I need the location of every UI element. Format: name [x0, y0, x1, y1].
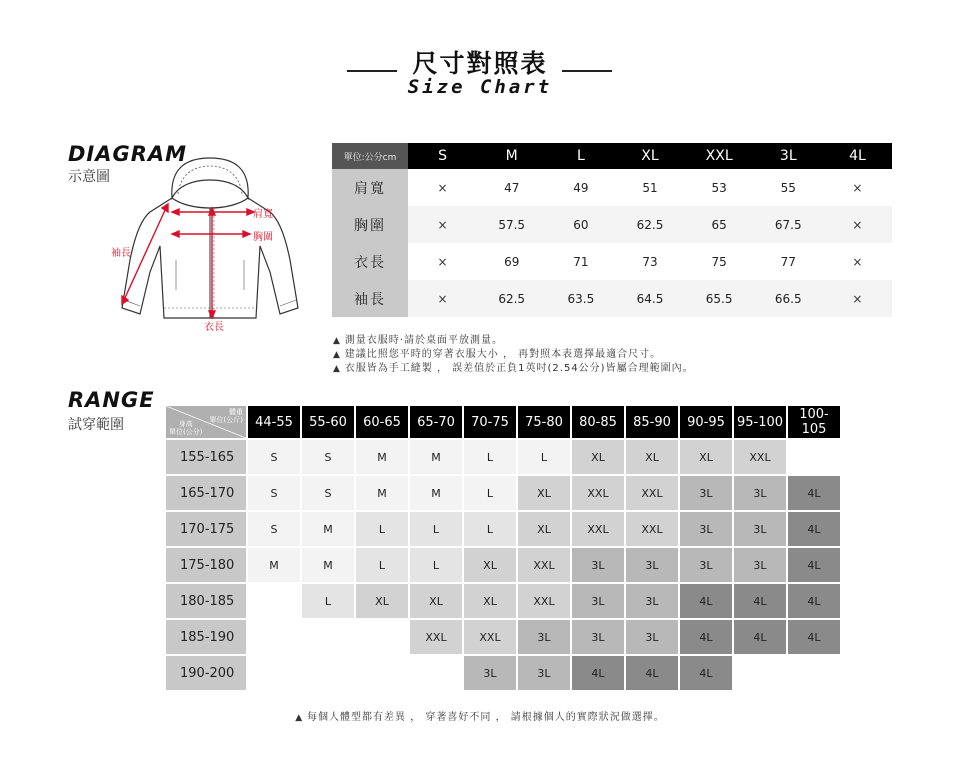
size-recommendation-cell: 3L — [464, 656, 516, 690]
size-recommendation-cell: 4L — [788, 548, 840, 582]
size-recommendation-cell: L — [410, 512, 462, 546]
range-row — [166, 512, 840, 546]
measurement-value: 64.5 — [615, 280, 684, 317]
size-recommendation-cell: XL — [680, 440, 732, 474]
size-recommendation-cell: XL — [572, 440, 624, 474]
size-recommendation-cell: S — [248, 476, 300, 510]
size-recommendation-cell: XL — [356, 584, 408, 618]
measurement-value: 55 — [780, 180, 796, 195]
not-available-mark: × — [823, 280, 892, 317]
range-row — [166, 440, 840, 474]
diagram-label-sleeve: 袖長 — [111, 248, 131, 259]
height-row-label: 180-185 — [166, 584, 246, 618]
size-recommendation-cell: M — [302, 512, 354, 546]
size-recommendation-cell: L — [302, 584, 354, 618]
range-row — [166, 620, 840, 654]
size-recommendation-cell: L — [410, 548, 462, 582]
measurement-row-label: 胸圍 — [332, 206, 408, 243]
size-recommendation-cell: XL — [518, 476, 570, 510]
size-col-header: 3L — [754, 143, 823, 169]
size-recommendation-cell — [410, 656, 462, 690]
range-row — [166, 476, 840, 510]
measurement-value: 65 — [685, 206, 754, 243]
size-recommendation-cell — [356, 620, 408, 654]
size-recommendation-cell — [356, 656, 408, 690]
measurement-value: 53 — [711, 180, 727, 195]
size-recommendation-cell — [248, 656, 300, 690]
size-recommendation-cell — [248, 620, 300, 654]
diagram-label-length: 衣長 — [204, 322, 224, 333]
measurement-row-label: 衣長 — [332, 243, 408, 280]
size-recommendation-cell: 3L — [626, 620, 678, 654]
size-recommendation-cell: XL — [518, 512, 570, 546]
size-recommendation-cell: XXL — [518, 584, 570, 618]
measurement-row — [332, 280, 892, 317]
weight-col-header: 55-60 — [302, 406, 354, 438]
size-recommendation-cell: 3L — [626, 584, 678, 618]
not-available-mark: × — [408, 206, 477, 243]
size-recommendation-cell: XXL — [464, 620, 516, 654]
diagram-heading: DIAGRAM — [68, 142, 188, 166]
size-recommendation-cell: 3L — [572, 548, 624, 582]
corner-height-unit: 單位(公分) — [169, 428, 203, 436]
height-row-label: 170-175 — [166, 512, 246, 546]
weight-col-header: 70-75 — [464, 406, 516, 438]
corner-height-label: 身高 — [178, 420, 193, 428]
size-recommendation-cell: XL — [464, 548, 516, 582]
measurement-row — [332, 169, 892, 206]
measurement-value: 51 — [642, 180, 658, 195]
not-available-mark: × — [408, 280, 477, 317]
size-recommendation-cell: L — [464, 476, 516, 510]
weight-col-header: 100-105 — [788, 406, 840, 438]
size-recommendation-cell — [248, 584, 300, 618]
size-recommendation-cell — [302, 620, 354, 654]
size-recommendation-cell: 4L — [626, 656, 678, 690]
measurement-row — [332, 206, 892, 243]
size-recommendation-cell: 3L — [680, 512, 732, 546]
range-row — [166, 584, 840, 618]
measurement-row-label: 肩寬 — [332, 169, 408, 206]
measurement-value: 60 — [546, 206, 615, 243]
measurement-value: 75 — [711, 254, 727, 269]
size-recommendation-cell: 3L — [572, 620, 624, 654]
diagram-subheading: 示意圖 — [68, 169, 110, 185]
size-col-header: M — [477, 143, 546, 169]
size-recommendation-cell: S — [248, 512, 300, 546]
size-recommendation-cell: 3L — [518, 656, 570, 690]
measurement-value: 73 — [642, 254, 658, 269]
measurement-value: 62.5 — [615, 206, 684, 243]
size-col-header: S — [408, 143, 477, 169]
measurement-value: 49 — [573, 180, 589, 195]
size-recommendation-cell: 4L — [734, 584, 786, 618]
size-recommendation-cell: XXL — [626, 476, 678, 510]
note-item: ▲ 測量衣服時·請於桌面平放測量。 — [333, 334, 694, 348]
corner-weight-unit: 單位(公斤) — [209, 416, 243, 424]
range-table — [164, 404, 842, 692]
page-title: 尺寸對照表 — [412, 49, 548, 78]
height-row-label: 175-180 — [166, 548, 246, 582]
measurement-value: 67.5 — [754, 206, 823, 243]
size-recommendation-cell: L — [356, 512, 408, 546]
size-col-header: 4L — [823, 143, 892, 169]
size-recommendation-cell: L — [518, 440, 570, 474]
height-row-label: 190-200 — [166, 656, 246, 690]
weight-col-header: 80-85 — [572, 406, 624, 438]
size-recommendation-cell: XXL — [734, 440, 786, 474]
size-recommendation-cell: M — [248, 548, 300, 582]
range-header-row — [166, 406, 840, 438]
size-recommendation-cell: M — [410, 476, 462, 510]
not-available-mark: × — [437, 254, 448, 269]
height-row-label: 185-190 — [166, 620, 246, 654]
diagram-label-shoulder: 肩寬 — [253, 209, 273, 220]
size-col-header: XL — [615, 143, 684, 169]
size-recommendation-cell — [302, 656, 354, 690]
height-row-label: 165-170 — [166, 476, 246, 510]
size-recommendation-cell: XL — [410, 584, 462, 618]
size-recommendation-cell: 3L — [734, 512, 786, 546]
weight-col-header: 75-80 — [518, 406, 570, 438]
measurement-row — [332, 243, 892, 280]
not-available-mark: × — [823, 206, 892, 243]
measurement-table — [332, 143, 892, 317]
note-item: ▲ 建議比照您平時的穿著衣服大小 ， 再對照本表選擇最適合尺寸。 — [333, 348, 694, 362]
not-available-mark: × — [852, 254, 863, 269]
range-heading: RANGE — [68, 388, 155, 412]
measurement-value: 69 — [504, 254, 520, 269]
size-recommendation-cell: 4L — [788, 512, 840, 546]
range-corner-cell — [166, 406, 246, 438]
range-row — [166, 656, 840, 690]
size-recommendation-cell: M — [356, 476, 408, 510]
size-recommendation-cell: XL — [464, 584, 516, 618]
size-col-header: L — [546, 143, 615, 169]
unit-label: 單位:公分cm — [332, 143, 408, 169]
measurement-row-label: 袖長 — [332, 280, 408, 317]
size-recommendation-cell — [788, 656, 840, 690]
measurement-value: 71 — [573, 254, 589, 269]
weight-col-header: 90-95 — [680, 406, 732, 438]
size-recommendation-cell: 4L — [734, 620, 786, 654]
size-recommendation-cell: M — [356, 440, 408, 474]
size-recommendation-cell: L — [464, 512, 516, 546]
page-subtitle: Size Chart — [407, 76, 553, 98]
weight-col-header: 95-100 — [734, 406, 786, 438]
size-recommendation-cell: L — [356, 548, 408, 582]
weight-col-header: 60-65 — [356, 406, 408, 438]
size-recommendation-cell: L — [464, 440, 516, 474]
measurement-notes — [333, 334, 694, 376]
measurement-value: 66.5 — [754, 280, 823, 317]
size-recommendation-cell: XXL — [626, 512, 678, 546]
weight-col-header: 44-55 — [248, 406, 300, 438]
size-recommendation-cell: 4L — [680, 620, 732, 654]
size-recommendation-cell: S — [302, 440, 354, 474]
weight-col-header: 65-70 — [410, 406, 462, 438]
note-item: ▲ 衣服皆為手工縫製 ， 誤差值於正負1英吋(2.54公分)皆屬合理範圍內。 — [333, 362, 694, 376]
measurement-value: 47 — [504, 180, 520, 195]
measurement-value: 57.5 — [477, 206, 546, 243]
size-recommendation-cell: S — [248, 440, 300, 474]
size-recommendation-cell: XXL — [410, 620, 462, 654]
size-recommendation-cell: 4L — [680, 584, 732, 618]
size-recommendation-cell: XXL — [572, 512, 624, 546]
size-recommendation-cell: 4L — [572, 656, 624, 690]
size-recommendation-cell: 4L — [680, 656, 732, 690]
size-recommendation-cell — [734, 656, 786, 690]
weight-col-header: 85-90 — [626, 406, 678, 438]
size-recommendation-cell: M — [302, 548, 354, 582]
not-available-mark: × — [852, 180, 863, 195]
size-recommendation-cell: M — [410, 440, 462, 474]
size-recommendation-cell: 4L — [788, 620, 840, 654]
measurement-value: 65.5 — [685, 280, 754, 317]
corner-weight-label: 體重 — [229, 408, 243, 416]
range-subheading: 試穿範圍 — [68, 417, 124, 433]
height-row-label: 155-165 — [166, 440, 246, 474]
size-recommendation-cell: S — [302, 476, 354, 510]
size-recommendation-cell: XL — [626, 440, 678, 474]
size-col-header: XXL — [685, 143, 754, 169]
size-recommendation-cell — [788, 440, 840, 474]
measurement-value: 77 — [780, 254, 796, 269]
size-recommendation-cell: 3L — [680, 476, 732, 510]
size-recommendation-cell: 3L — [626, 548, 678, 582]
size-recommendation-cell: 3L — [734, 548, 786, 582]
measurement-value: 62.5 — [477, 280, 546, 317]
size-recommendation-cell: 4L — [788, 476, 840, 510]
size-recommendation-cell: 4L — [788, 584, 840, 618]
diagram-label-chest: 胸圍 — [253, 232, 273, 243]
footer-note: ▲ 每個人體型都有差異 ， 穿著喜好不同 ， 請根據個人的實際狀況做選擇。 — [0, 708, 960, 723]
measurement-header-row — [332, 143, 892, 169]
size-recommendation-cell: 3L — [518, 620, 570, 654]
size-recommendation-cell: 3L — [572, 584, 624, 618]
size-recommendation-cell: XXL — [572, 476, 624, 510]
size-recommendation-cell: XXL — [518, 548, 570, 582]
not-available-mark: × — [437, 180, 448, 195]
size-recommendation-cell: 3L — [680, 548, 732, 582]
measurement-value: 63.5 — [546, 280, 615, 317]
range-row — [166, 548, 840, 582]
size-recommendation-cell: 3L — [734, 476, 786, 510]
